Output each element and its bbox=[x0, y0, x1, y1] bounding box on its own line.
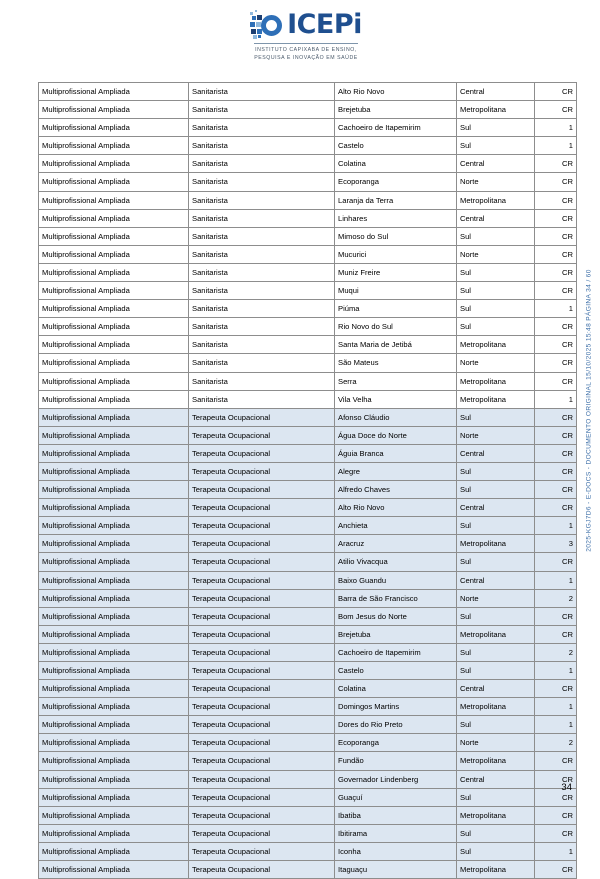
cell-program: Multiprofissional Ampliada bbox=[39, 426, 189, 444]
table-row bbox=[39, 318, 577, 336]
cell-city: Brejetuba bbox=[335, 625, 457, 643]
cell-area: Sanitarista bbox=[189, 119, 335, 137]
cell-area: Terapeuta Ocupacional bbox=[189, 662, 335, 680]
logo-tagline-line2: PESQUISA E INOVAÇÃO EM SAÚDE bbox=[254, 55, 358, 61]
logo-divider bbox=[254, 43, 358, 44]
cell-program: Multiprofissional Ampliada bbox=[39, 372, 189, 390]
cell-value: 1 bbox=[535, 517, 577, 535]
cell-region: Norte bbox=[457, 173, 535, 191]
cell-area: Sanitarista bbox=[189, 191, 335, 209]
cell-program: Multiprofissional Ampliada bbox=[39, 680, 189, 698]
cell-city: São Mateus bbox=[335, 354, 457, 372]
cell-area: Terapeuta Ocupacional bbox=[189, 643, 335, 661]
cell-area: Sanitarista bbox=[189, 354, 335, 372]
cell-program: Multiprofissional Ampliada bbox=[39, 643, 189, 661]
cell-city: Castelo bbox=[335, 137, 457, 155]
table-row bbox=[39, 734, 577, 752]
cell-value: 1 bbox=[535, 842, 577, 860]
cell-value: CR bbox=[535, 625, 577, 643]
cell-region: Central bbox=[457, 770, 535, 788]
cell-area: Sanitarista bbox=[189, 318, 335, 336]
cell-area: Sanitarista bbox=[189, 336, 335, 354]
cell-value: CR bbox=[535, 824, 577, 842]
cell-value: 1 bbox=[535, 390, 577, 408]
table-row bbox=[39, 535, 577, 553]
cell-region: Metropolitana bbox=[457, 372, 535, 390]
cell-area: Terapeuta Ocupacional bbox=[189, 752, 335, 770]
cell-value: CR bbox=[535, 155, 577, 173]
logo-tagline-line1: INSTITUTO CAPIXABA DE ENSINO, bbox=[255, 46, 357, 53]
cell-city: Ecoporanga bbox=[335, 173, 457, 191]
table-row bbox=[39, 173, 577, 191]
cell-value: CR bbox=[535, 481, 577, 499]
cell-value: CR bbox=[535, 173, 577, 191]
cell-value: 1 bbox=[535, 716, 577, 734]
cell-area: Sanitarista bbox=[189, 209, 335, 227]
cell-program: Multiprofissional Ampliada bbox=[39, 625, 189, 643]
cell-program: Multiprofissional Ampliada bbox=[39, 336, 189, 354]
table-row bbox=[39, 788, 577, 806]
cell-area: Terapeuta Ocupacional bbox=[189, 716, 335, 734]
table-row bbox=[39, 426, 577, 444]
cell-value: CR bbox=[535, 806, 577, 824]
table-row bbox=[39, 444, 577, 462]
cell-city: Brejetuba bbox=[335, 101, 457, 119]
cell-city: Castelo bbox=[335, 662, 457, 680]
cell-city: Baixo Guandu bbox=[335, 571, 457, 589]
cell-city: Colatina bbox=[335, 155, 457, 173]
cell-region: Sul bbox=[457, 716, 535, 734]
cell-program: Multiprofissional Ampliada bbox=[39, 517, 189, 535]
cell-city: Fundão bbox=[335, 752, 457, 770]
cell-city: Ibitirama bbox=[335, 824, 457, 842]
cell-region: Sul bbox=[457, 137, 535, 155]
cell-city: Iconha bbox=[335, 842, 457, 860]
cell-program: Multiprofissional Ampliada bbox=[39, 589, 189, 607]
cell-value: 1 bbox=[535, 662, 577, 680]
table-row bbox=[39, 336, 577, 354]
cell-value: CR bbox=[535, 680, 577, 698]
table-row bbox=[39, 861, 577, 879]
cell-area: Sanitarista bbox=[189, 173, 335, 191]
cell-program: Multiprofissional Ampliada bbox=[39, 444, 189, 462]
cell-value: CR bbox=[535, 408, 577, 426]
cell-program: Multiprofissional Ampliada bbox=[39, 535, 189, 553]
cell-value: CR bbox=[535, 499, 577, 517]
cell-value: 2 bbox=[535, 589, 577, 607]
cell-value: CR bbox=[535, 191, 577, 209]
cell-area: Sanitarista bbox=[189, 390, 335, 408]
cell-region: Sul bbox=[457, 227, 535, 245]
cell-city: Rio Novo do Sul bbox=[335, 318, 457, 336]
cell-value: CR bbox=[535, 788, 577, 806]
cell-city: Água Doce do Norte bbox=[335, 426, 457, 444]
table-row bbox=[39, 752, 577, 770]
cell-city: Dores do Rio Preto bbox=[335, 716, 457, 734]
cell-region: Norte bbox=[457, 354, 535, 372]
cell-area: Sanitarista bbox=[189, 300, 335, 318]
cell-area: Terapeuta Ocupacional bbox=[189, 499, 335, 517]
table-row bbox=[39, 607, 577, 625]
cell-region: Sul bbox=[457, 462, 535, 480]
cell-area: Terapeuta Ocupacional bbox=[189, 698, 335, 716]
cell-program: Multiprofissional Ampliada bbox=[39, 282, 189, 300]
cell-city: Afonso Cláudio bbox=[335, 408, 457, 426]
cell-city: Atilio Vivacqua bbox=[335, 553, 457, 571]
cell-city: Serra bbox=[335, 372, 457, 390]
cell-program: Multiprofissional Ampliada bbox=[39, 770, 189, 788]
cell-value: CR bbox=[535, 861, 577, 879]
cell-region: Metropolitana bbox=[457, 625, 535, 643]
cell-program: Multiprofissional Ampliada bbox=[39, 209, 189, 227]
cell-program: Multiprofissional Ampliada bbox=[39, 119, 189, 137]
cell-value: CR bbox=[535, 462, 577, 480]
cell-city: Alto Rio Novo bbox=[335, 83, 457, 101]
cell-program: Multiprofissional Ampliada bbox=[39, 607, 189, 625]
cell-value: CR bbox=[535, 444, 577, 462]
cell-area: Terapeuta Ocupacional bbox=[189, 625, 335, 643]
table-row bbox=[39, 390, 577, 408]
cell-area: Sanitarista bbox=[189, 227, 335, 245]
cell-region: Sul bbox=[457, 824, 535, 842]
table-row bbox=[39, 209, 577, 227]
cell-region: Metropolitana bbox=[457, 698, 535, 716]
table-row bbox=[39, 824, 577, 842]
cell-program: Multiprofissional Ampliada bbox=[39, 155, 189, 173]
cell-region: Sul bbox=[457, 607, 535, 625]
table-row bbox=[39, 842, 577, 860]
cell-area: Terapeuta Ocupacional bbox=[189, 426, 335, 444]
cell-region: Metropolitana bbox=[457, 191, 535, 209]
table-row bbox=[39, 191, 577, 209]
cell-region: Metropolitana bbox=[457, 336, 535, 354]
cell-area: Terapeuta Ocupacional bbox=[189, 842, 335, 860]
cell-area: Sanitarista bbox=[189, 372, 335, 390]
cell-program: Multiprofissional Ampliada bbox=[39, 318, 189, 336]
cell-value: 1 bbox=[535, 119, 577, 137]
cell-region: Sul bbox=[457, 408, 535, 426]
page-number: 34 bbox=[561, 782, 572, 793]
cell-region: Sul bbox=[457, 643, 535, 661]
cell-value: CR bbox=[535, 607, 577, 625]
document-stamp bbox=[580, 245, 598, 575]
table-row bbox=[39, 662, 577, 680]
cell-program: Multiprofissional Ampliada bbox=[39, 824, 189, 842]
table-row bbox=[39, 408, 577, 426]
cell-value: 2 bbox=[535, 734, 577, 752]
logo-lockup bbox=[250, 10, 362, 40]
cell-region: Metropolitana bbox=[457, 101, 535, 119]
cell-value: 3 bbox=[535, 535, 577, 553]
cell-region: Metropolitana bbox=[457, 806, 535, 824]
cell-region: Central bbox=[457, 499, 535, 517]
cell-area: Sanitarista bbox=[189, 137, 335, 155]
cell-area: Terapeuta Ocupacional bbox=[189, 571, 335, 589]
cell-city: Alfredo Chaves bbox=[335, 481, 457, 499]
cell-city: Muniz Freire bbox=[335, 263, 457, 281]
cell-area: Terapeuta Ocupacional bbox=[189, 481, 335, 499]
cell-area: Sanitarista bbox=[189, 101, 335, 119]
cell-area: Sanitarista bbox=[189, 245, 335, 263]
cell-city: Mucurici bbox=[335, 245, 457, 263]
cell-program: Multiprofissional Ampliada bbox=[39, 571, 189, 589]
cell-area: Terapeuta Ocupacional bbox=[189, 770, 335, 788]
cell-region: Sul bbox=[457, 263, 535, 281]
cell-value: CR bbox=[535, 770, 577, 788]
cell-region: Central bbox=[457, 571, 535, 589]
vacancies-table bbox=[38, 82, 577, 879]
cell-program: Multiprofissional Ampliada bbox=[39, 662, 189, 680]
cell-region: Central bbox=[457, 209, 535, 227]
vacancies-table-body bbox=[39, 83, 577, 879]
cell-region: Central bbox=[457, 155, 535, 173]
table-row bbox=[39, 770, 577, 788]
cell-value: 2 bbox=[535, 643, 577, 661]
cell-value: CR bbox=[535, 553, 577, 571]
cell-program: Multiprofissional Ampliada bbox=[39, 390, 189, 408]
cell-value: 1 bbox=[535, 698, 577, 716]
cell-program: Multiprofissional Ampliada bbox=[39, 481, 189, 499]
cell-city: Governador Lindenberg bbox=[335, 770, 457, 788]
cell-program: Multiprofissional Ampliada bbox=[39, 861, 189, 879]
cell-program: Multiprofissional Ampliada bbox=[39, 842, 189, 860]
cell-region: Sul bbox=[457, 300, 535, 318]
cell-region: Norte bbox=[457, 426, 535, 444]
cell-region: Sul bbox=[457, 788, 535, 806]
cell-region: Norte bbox=[457, 589, 535, 607]
table-row bbox=[39, 137, 577, 155]
cell-region: Sul bbox=[457, 282, 535, 300]
cell-area: Terapeuta Ocupacional bbox=[189, 444, 335, 462]
logo-tagline bbox=[254, 46, 358, 62]
cell-value: 1 bbox=[535, 137, 577, 155]
cell-program: Multiprofissional Ampliada bbox=[39, 263, 189, 281]
cell-region: Sul bbox=[457, 119, 535, 137]
table-row bbox=[39, 83, 577, 101]
table-row bbox=[39, 589, 577, 607]
cell-region: Central bbox=[457, 444, 535, 462]
cell-area: Terapeuta Ocupacional bbox=[189, 408, 335, 426]
cell-value: CR bbox=[535, 318, 577, 336]
cell-city: Domingos Martins bbox=[335, 698, 457, 716]
table-row bbox=[39, 155, 577, 173]
table-row bbox=[39, 553, 577, 571]
cell-program: Multiprofissional Ampliada bbox=[39, 462, 189, 480]
table-row bbox=[39, 625, 577, 643]
page-header bbox=[0, 0, 600, 72]
cell-city: Guaçuí bbox=[335, 788, 457, 806]
cell-region: Metropolitana bbox=[457, 390, 535, 408]
cell-area: Terapeuta Ocupacional bbox=[189, 535, 335, 553]
table-row bbox=[39, 119, 577, 137]
cell-city: Vila Velha bbox=[335, 390, 457, 408]
table-row bbox=[39, 462, 577, 480]
table-row bbox=[39, 806, 577, 824]
cell-area: Sanitarista bbox=[189, 263, 335, 281]
table-row bbox=[39, 643, 577, 661]
cell-region: Metropolitana bbox=[457, 752, 535, 770]
cell-city: Barra de São Francisco bbox=[335, 589, 457, 607]
table-row bbox=[39, 481, 577, 499]
table-row bbox=[39, 716, 577, 734]
cell-program: Multiprofissional Ampliada bbox=[39, 716, 189, 734]
cell-area: Terapeuta Ocupacional bbox=[189, 861, 335, 879]
cell-value: CR bbox=[535, 372, 577, 390]
cell-program: Multiprofissional Ampliada bbox=[39, 83, 189, 101]
table-row bbox=[39, 354, 577, 372]
cell-program: Multiprofissional Ampliada bbox=[39, 553, 189, 571]
cell-region: Norte bbox=[457, 734, 535, 752]
table-row bbox=[39, 300, 577, 318]
cell-value: CR bbox=[535, 227, 577, 245]
cell-city: Ibatiba bbox=[335, 806, 457, 824]
cell-city: Anchieta bbox=[335, 517, 457, 535]
cell-value: CR bbox=[535, 101, 577, 119]
cell-value: CR bbox=[535, 263, 577, 281]
cell-region: Central bbox=[457, 680, 535, 698]
cell-city: Cachoeiro de Itapemirim bbox=[335, 119, 457, 137]
cell-program: Multiprofissional Ampliada bbox=[39, 698, 189, 716]
cell-city: Cachoeiro de Itapemirim bbox=[335, 643, 457, 661]
cell-region: Norte bbox=[457, 245, 535, 263]
table-row bbox=[39, 698, 577, 716]
cell-value: CR bbox=[535, 426, 577, 444]
cell-value: CR bbox=[535, 354, 577, 372]
cell-program: Multiprofissional Ampliada bbox=[39, 734, 189, 752]
cell-city: Alegre bbox=[335, 462, 457, 480]
cell-program: Multiprofissional Ampliada bbox=[39, 408, 189, 426]
cell-region: Metropolitana bbox=[457, 861, 535, 879]
cell-region: Sul bbox=[457, 553, 535, 571]
cell-city: Águia Branca bbox=[335, 444, 457, 462]
table-row bbox=[39, 680, 577, 698]
document-stamp-text: 2025-KGJ7D6 - E-DOCS - DOCUMENTO ORIGINAL 15/10/2025 15:48 PÁGINA 34 / 60 bbox=[585, 268, 593, 552]
cell-city: Colatina bbox=[335, 680, 457, 698]
cell-value: 1 bbox=[535, 571, 577, 589]
cell-area: Terapeuta Ocupacional bbox=[189, 462, 335, 480]
table-row bbox=[39, 282, 577, 300]
cell-program: Multiprofissional Ampliada bbox=[39, 173, 189, 191]
table-row bbox=[39, 245, 577, 263]
cell-city: Aracruz bbox=[335, 535, 457, 553]
cell-city: Ecoporanga bbox=[335, 734, 457, 752]
icepi-logo bbox=[250, 10, 362, 62]
cell-city: Santa Maria de Jetibá bbox=[335, 336, 457, 354]
cell-city: Laranja da Terra bbox=[335, 191, 457, 209]
table-row bbox=[39, 571, 577, 589]
cell-program: Multiprofissional Ampliada bbox=[39, 300, 189, 318]
cell-value: CR bbox=[535, 752, 577, 770]
table-row bbox=[39, 227, 577, 245]
table-row bbox=[39, 517, 577, 535]
table-row bbox=[39, 372, 577, 390]
cell-area: Terapeuta Ocupacional bbox=[189, 734, 335, 752]
cell-program: Multiprofissional Ampliada bbox=[39, 137, 189, 155]
cell-value: CR bbox=[535, 209, 577, 227]
cell-program: Multiprofissional Ampliada bbox=[39, 752, 189, 770]
cell-area: Sanitarista bbox=[189, 282, 335, 300]
cell-region: Sul bbox=[457, 318, 535, 336]
cell-region: Central bbox=[457, 83, 535, 101]
cell-area: Terapeuta Ocupacional bbox=[189, 607, 335, 625]
cell-program: Multiprofissional Ampliada bbox=[39, 101, 189, 119]
cell-area: Terapeuta Ocupacional bbox=[189, 680, 335, 698]
cell-value: CR bbox=[535, 336, 577, 354]
cell-area: Terapeuta Ocupacional bbox=[189, 806, 335, 824]
cell-city: Itaguaçu bbox=[335, 861, 457, 879]
cell-value: 1 bbox=[535, 300, 577, 318]
cell-area: Sanitarista bbox=[189, 83, 335, 101]
cell-area: Terapeuta Ocupacional bbox=[189, 824, 335, 842]
cell-program: Multiprofissional Ampliada bbox=[39, 354, 189, 372]
cell-program: Multiprofissional Ampliada bbox=[39, 245, 189, 263]
icepi-pixel-ring-logo-icon bbox=[250, 10, 284, 40]
logo-wordmark-text: ICEPi bbox=[287, 9, 362, 41]
cell-region: Sul bbox=[457, 481, 535, 499]
table-row bbox=[39, 263, 577, 281]
cell-region: Sul bbox=[457, 842, 535, 860]
cell-value: CR bbox=[535, 245, 577, 263]
cell-area: Terapeuta Ocupacional bbox=[189, 589, 335, 607]
table-row bbox=[39, 101, 577, 119]
cell-value: CR bbox=[535, 282, 577, 300]
cell-program: Multiprofissional Ampliada bbox=[39, 191, 189, 209]
cell-area: Terapeuta Ocupacional bbox=[189, 517, 335, 535]
cell-city: Alto Rio Novo bbox=[335, 499, 457, 517]
cell-area: Terapeuta Ocupacional bbox=[189, 553, 335, 571]
cell-program: Multiprofissional Ampliada bbox=[39, 806, 189, 824]
cell-city: Piúma bbox=[335, 300, 457, 318]
cell-city: Muqui bbox=[335, 282, 457, 300]
cell-area: Terapeuta Ocupacional bbox=[189, 788, 335, 806]
cell-region: Metropolitana bbox=[457, 535, 535, 553]
cell-city: Linhares bbox=[335, 209, 457, 227]
cell-program: Multiprofissional Ampliada bbox=[39, 499, 189, 517]
cell-program: Multiprofissional Ampliada bbox=[39, 227, 189, 245]
logo-wordmark bbox=[287, 9, 362, 41]
cell-region: Sul bbox=[457, 662, 535, 680]
cell-program: Multiprofissional Ampliada bbox=[39, 788, 189, 806]
cell-city: Bom Jesus do Norte bbox=[335, 607, 457, 625]
cell-city: Mimoso do Sul bbox=[335, 227, 457, 245]
cell-area: Sanitarista bbox=[189, 155, 335, 173]
table-row bbox=[39, 499, 577, 517]
cell-region: Sul bbox=[457, 517, 535, 535]
cell-value: CR bbox=[535, 83, 577, 101]
